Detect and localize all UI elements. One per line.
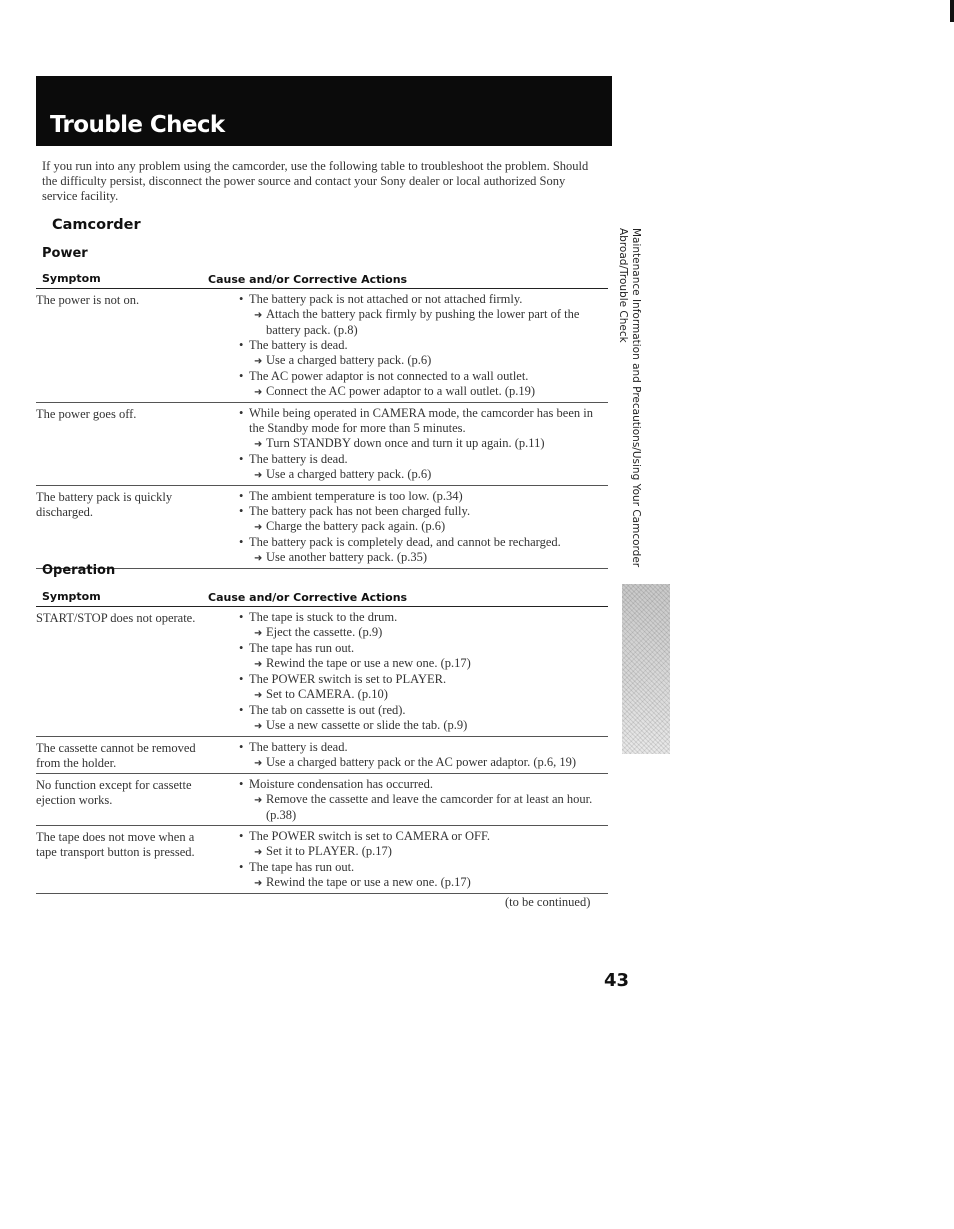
arrow-right-icon: ➜ (254, 628, 263, 639)
corrective-action-text: Rewind the tape or use a new one. (p.17) (266, 875, 471, 889)
power-table (36, 271, 608, 569)
corrective-action (239, 353, 608, 369)
cause-text: The tab on cassette is out (red). (249, 703, 406, 717)
cause-item (239, 452, 608, 467)
symptom-cell: The power is not on. (36, 293, 140, 307)
bullet-icon: • (239, 610, 244, 624)
cause-text: The battery pack is not attached or not attached firmly. (249, 292, 523, 306)
corrective-action (239, 656, 608, 672)
bullet-icon: • (239, 777, 244, 791)
side-tab-text (616, 228, 642, 578)
arrow-right-icon: ➜ (254, 721, 263, 732)
cause-text: While being operated in CAMERA mode, the camcorder has been in the Standby mode for more than 5 minutes. (249, 406, 593, 435)
cause-item (239, 740, 608, 755)
corrective-action (239, 687, 608, 703)
arrow-right-icon: ➜ (254, 847, 263, 858)
cause-item (239, 535, 608, 550)
corrective-action (239, 792, 608, 823)
cause-text: The battery pack is completely dead, and cannot be recharged. (249, 535, 561, 549)
bullet-icon: • (239, 860, 244, 874)
corrective-action-text: Attach the battery pack firmly by pushing the lower part of the battery pack. (p.8) (266, 307, 580, 337)
table-row (36, 774, 608, 826)
bullet-icon: • (239, 452, 244, 466)
bullet-icon: • (239, 504, 244, 518)
causes-cell (239, 289, 608, 402)
bullet-icon: • (239, 829, 244, 843)
table-row (36, 486, 608, 569)
arrow-right-icon: ➜ (254, 522, 263, 533)
column-header-causes: Cause and/or Corrective Actions (208, 591, 408, 604)
bullet-icon: • (239, 369, 244, 383)
corrective-action (239, 875, 608, 891)
corrective-action-text: Turn STANDBY down once and turn it up again. (p.11) (266, 436, 545, 450)
bullet-icon: • (239, 406, 244, 420)
symptom-cell: START/STOP does not operate. (36, 611, 196, 625)
table-row (36, 826, 608, 894)
arrow-right-icon: ➜ (254, 356, 263, 367)
corrective-action-text: Use a new cassette or slide the tab. (p.9) (266, 718, 468, 732)
corrective-action (239, 467, 608, 483)
corrective-action-text: Use a charged battery pack. (p.6) (266, 353, 432, 367)
continued-note: (to be continued) (505, 895, 591, 909)
table-row (36, 737, 608, 774)
bullet-icon: • (239, 338, 244, 352)
corrective-action-text: Rewind the tape or use a new one. (p.17) (266, 656, 471, 670)
corrective-action (239, 755, 608, 771)
bullet-icon: • (239, 489, 244, 503)
cause-item (239, 703, 608, 718)
causes-cell (239, 403, 608, 485)
corrective-action (239, 307, 608, 338)
operation-table (36, 589, 608, 894)
column-header-symptom: Symptom (42, 272, 101, 285)
arrow-right-icon: ➜ (254, 310, 263, 321)
corrective-action (239, 519, 608, 535)
bullet-icon: • (239, 703, 244, 717)
operation-title: Operation (42, 563, 116, 578)
corrective-action (239, 384, 608, 400)
symptom-cell: The battery pack is quickly discharged. (36, 490, 173, 519)
causes-cell (239, 826, 608, 893)
thumb-index-marker (622, 584, 670, 754)
page-title: Trouble Check (50, 112, 225, 138)
cause-text: The POWER switch is set to CAMERA or OFF. (249, 829, 491, 843)
intro-paragraph: If you run into any problem using the camcorder, use the following table to troubleshoot the problem. Should the difficulty persist, disconnect the power source and contact your Sony dealer or local authorized Sony service facility. (42, 159, 589, 203)
section-title: Camcorder (52, 217, 141, 233)
side-tab-line-1: Maintenance Information and Precautions/Using Your Camcorder (630, 228, 642, 568)
symptom-cell: The cassette cannot be removed from the holder. (36, 741, 196, 770)
arrow-right-icon: ➜ (254, 878, 263, 889)
arrow-right-icon: ➜ (254, 690, 263, 701)
symptom-cell: The power goes off. (36, 407, 137, 421)
causes-cell (239, 486, 608, 568)
bullet-icon: • (239, 641, 244, 655)
cause-item (239, 369, 608, 384)
cause-item (239, 641, 608, 656)
corrective-action-text: Use a charged battery pack or the AC power adaptor. (p.6, 19) (266, 755, 577, 769)
cause-item (239, 406, 608, 436)
cause-item (239, 338, 608, 353)
table-row (36, 403, 608, 486)
causes-cell (239, 607, 608, 736)
bullet-icon: • (239, 292, 244, 306)
page-edge-mark (950, 0, 954, 22)
corrective-action-text: Use a charged battery pack. (p.6) (266, 467, 432, 481)
cause-item (239, 489, 608, 504)
cause-text: The AC power adaptor is not connected to a wall outlet. (249, 369, 529, 383)
corrective-action (239, 718, 608, 734)
arrow-right-icon: ➜ (254, 553, 263, 564)
cause-text: The tape is stuck to the drum. (249, 610, 398, 624)
cause-item (239, 292, 608, 307)
arrow-right-icon: ➜ (254, 387, 263, 398)
causes-cell (239, 774, 608, 825)
column-header-causes: Cause and/or Corrective Actions (208, 273, 408, 286)
cause-text: The ambient temperature is too low. (p.34) (249, 489, 463, 503)
corrective-action-text: Set to CAMERA. (p.10) (266, 687, 388, 701)
cause-item (239, 672, 608, 687)
title-bar (36, 76, 612, 146)
power-title: Power (42, 246, 88, 261)
bullet-icon: • (239, 672, 244, 686)
corrective-action (239, 844, 608, 860)
cause-text: The battery pack has not been charged fully. (249, 504, 471, 518)
table-row (36, 289, 608, 403)
corrective-action-text: Eject the cassette. (p.9) (266, 625, 383, 639)
cause-text: Moisture condensation has occurred. (249, 777, 433, 791)
table-header (36, 589, 608, 607)
symptom-cell: No function except for cassette ejection works. (36, 778, 192, 807)
corrective-action-text: Connect the AC power adaptor to a wall outlet. (p.19) (266, 384, 536, 398)
bullet-icon: • (239, 535, 244, 549)
cause-item (239, 829, 608, 844)
table-header (36, 271, 608, 289)
corrective-action (239, 625, 608, 641)
cause-text: The battery is dead. (249, 452, 348, 466)
side-tab-line-2: Abroad/Trouble Check (617, 228, 629, 343)
arrow-right-icon: ➜ (254, 439, 263, 450)
causes-cell (239, 737, 608, 773)
arrow-right-icon: ➜ (254, 659, 263, 670)
cause-item (239, 777, 608, 792)
cause-item (239, 860, 608, 875)
page-number: 43 (604, 970, 630, 991)
symptom-cell: The tape does not move when a tape transport button is pressed. (36, 830, 195, 859)
corrective-action-text: Set it to PLAYER. (p.17) (266, 844, 392, 858)
arrow-right-icon: ➜ (254, 795, 263, 806)
corrective-action-text: Use another battery pack. (p.35) (266, 550, 428, 564)
cause-text: The battery is dead. (249, 338, 348, 352)
cause-text: The tape has run out. (249, 641, 355, 655)
corrective-action-text: Remove the cassette and leave the camcorder for at least an hour. (p.38) (266, 792, 593, 822)
cause-text: The tape has run out. (249, 860, 355, 874)
arrow-right-icon: ➜ (254, 758, 263, 769)
column-header-symptom: Symptom (42, 590, 101, 603)
side-tab (612, 228, 642, 578)
cause-item (239, 610, 608, 625)
cause-text: The POWER switch is set to PLAYER. (249, 672, 447, 686)
bullet-icon: • (239, 740, 244, 754)
cause-item (239, 504, 608, 519)
table-row (36, 607, 608, 737)
corrective-action (239, 436, 608, 452)
corrective-action-text: Charge the battery pack again. (p.6) (266, 519, 446, 533)
cause-text: The battery is dead. (249, 740, 348, 754)
corrective-action (239, 550, 608, 566)
arrow-right-icon: ➜ (254, 470, 263, 481)
